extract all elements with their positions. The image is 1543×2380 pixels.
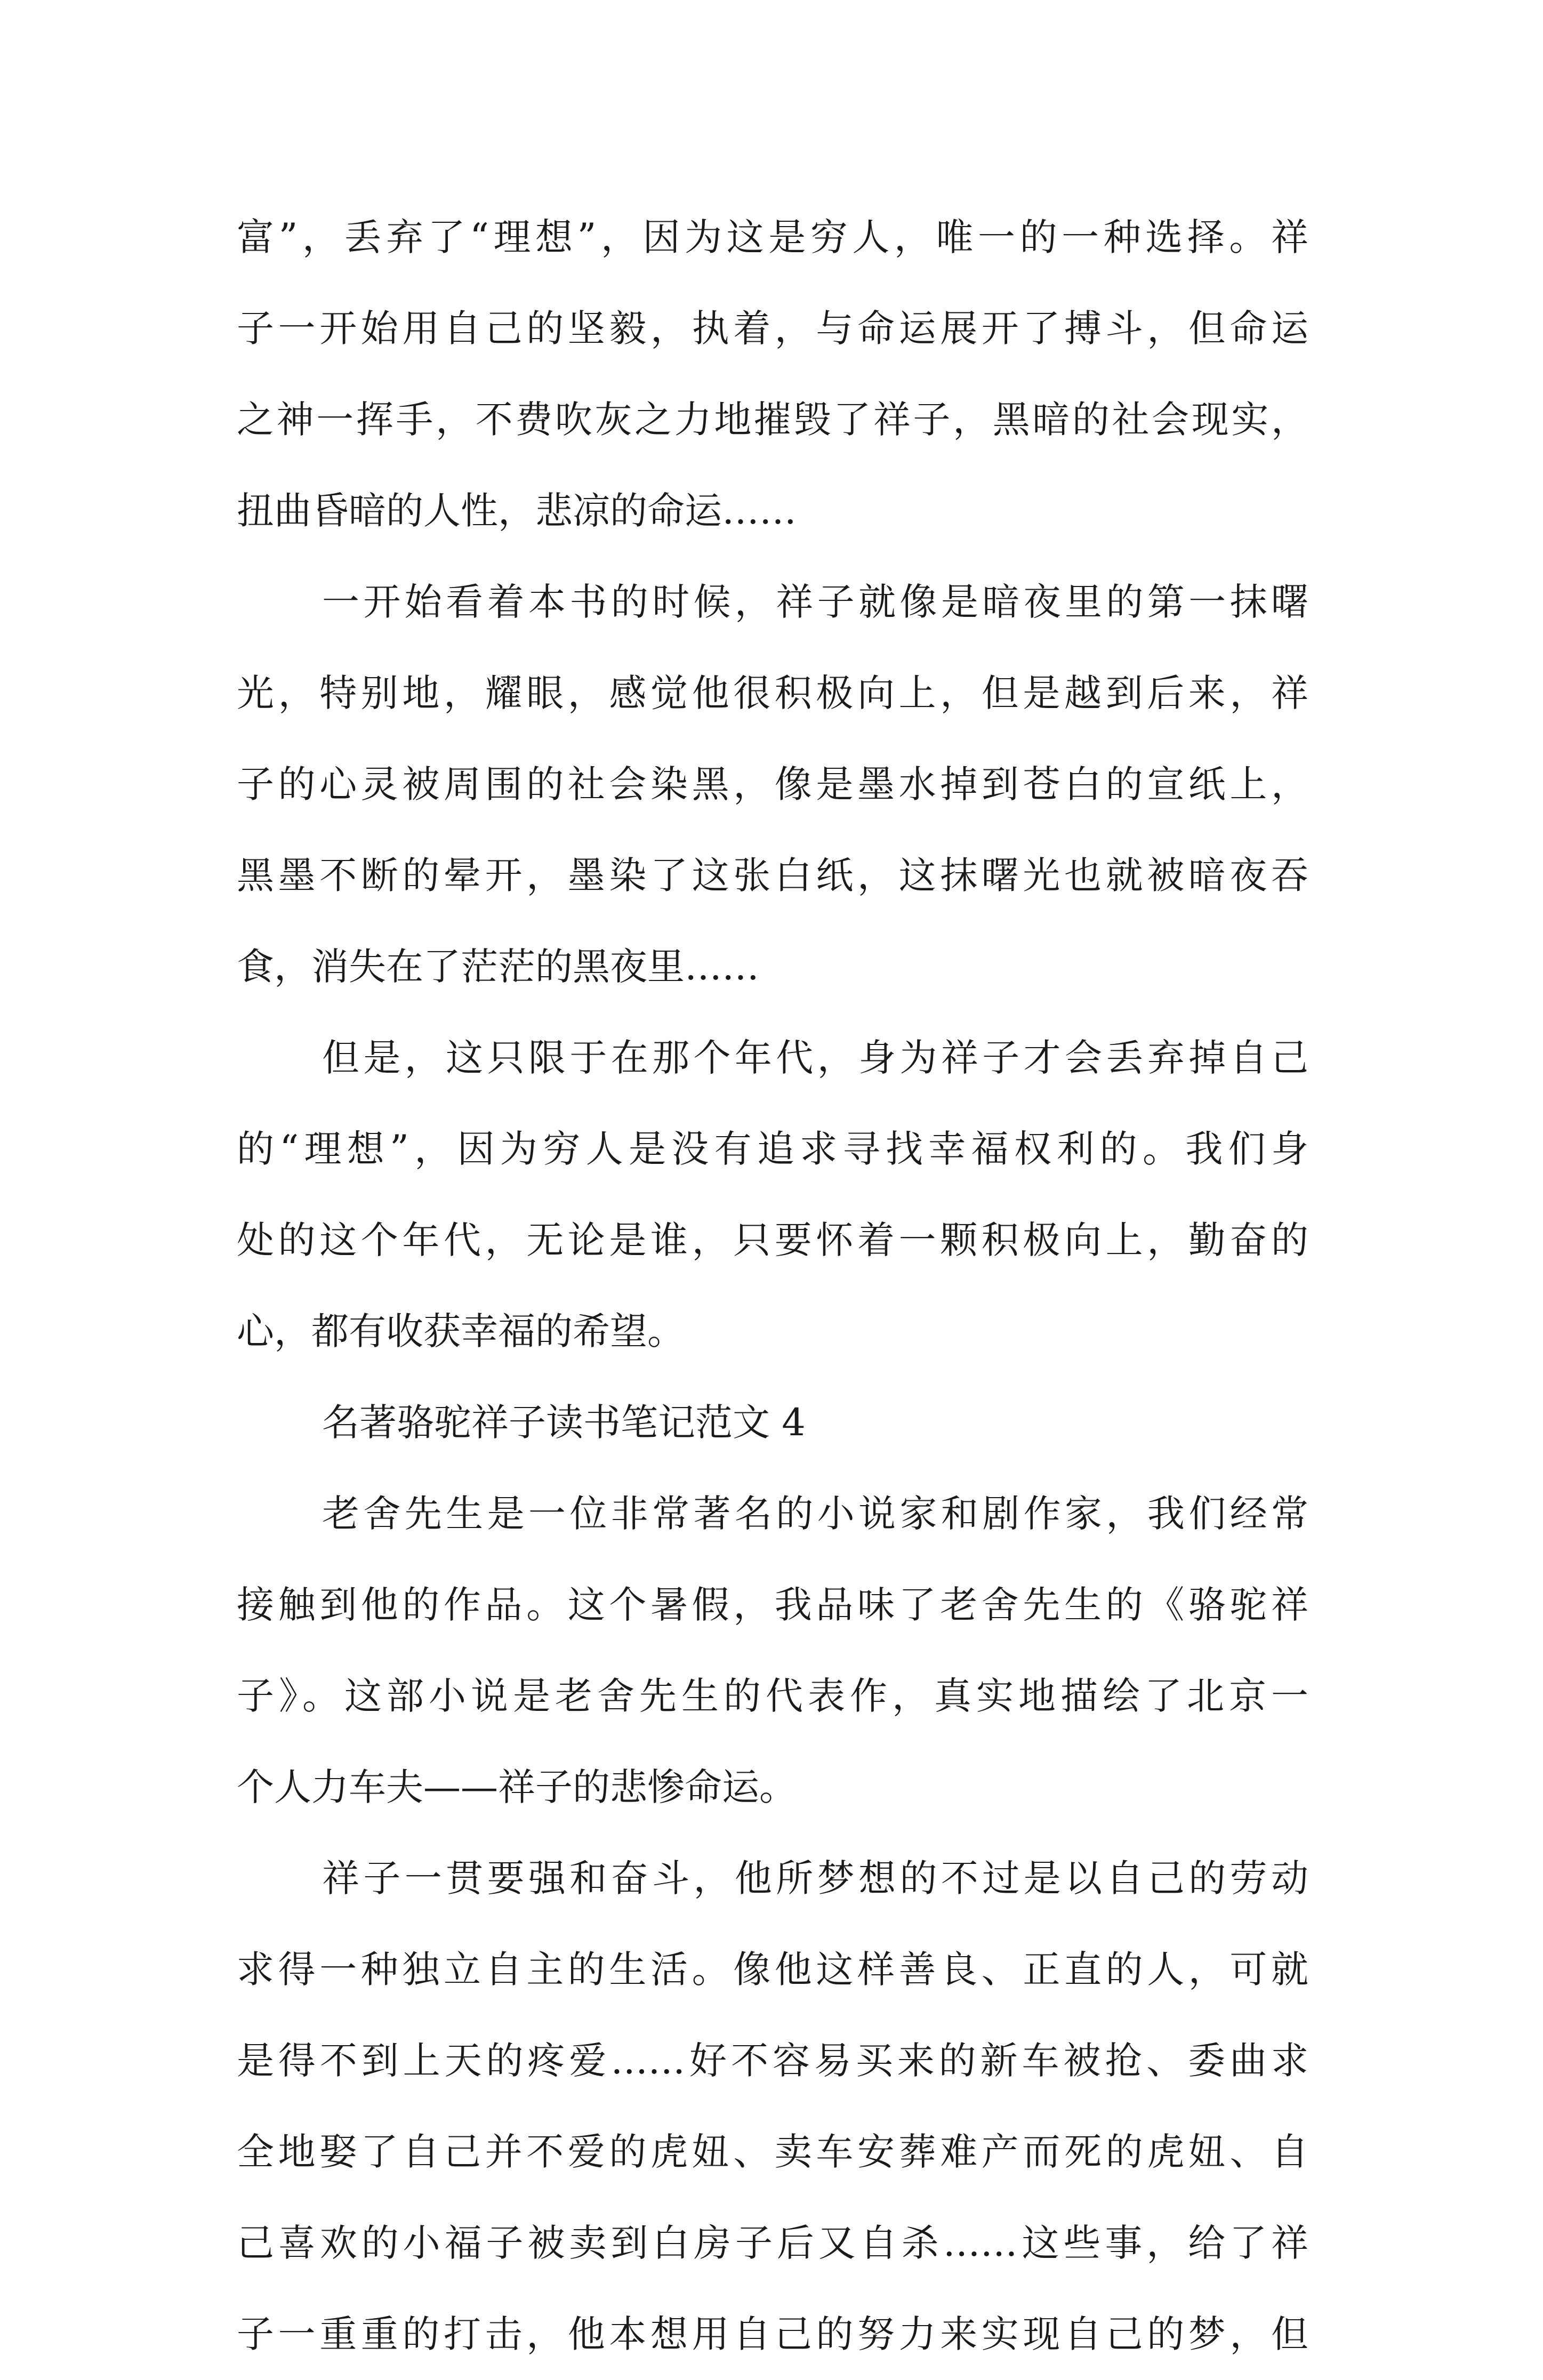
text-line: 处的这个年代，无论是谁，只要怀着一颗积极向上，勤奋的: [237, 1218, 1308, 1262]
text-line: 一开始看着本书的时候，祥子就像是暗夜里的第一抹曙: [322, 580, 1308, 624]
text-line: 老舍先生是一位非常著名的小说家和剧作家，我们经常: [322, 1492, 1308, 1535]
text-line: 子的心灵被周围的社会染黑，像是墨水掉到苍白的宣纸上，: [237, 762, 1308, 806]
text-line: 个人力车夫——祥子的悲惨命运。: [237, 1765, 797, 1809]
text-line: 是得不到上天的疼爱……好不容易买来的新车被抢、委曲求: [237, 2039, 1308, 2082]
section-heading: 名著骆驼祥子读书笔记范文 4: [322, 1401, 806, 1444]
text-line: 求得一种独立自主的生活。像他这样善良、正直的人，可就: [237, 1948, 1308, 1991]
text-line: 的“理想”，因为穷人是没有追求寻找幸福权利的。我们身: [237, 1127, 1308, 1171]
text-line: 己喜欢的小福子被卖到白房子后又自杀……这些事，给了祥: [237, 2221, 1308, 2265]
text-line: 心，都有收获幸福的希望。: [237, 1309, 685, 1353]
text-line: 祥子一贯要强和奋斗，他所梦想的不过是以自己的劳动: [322, 1856, 1308, 1900]
text-line: 黑墨不断的晕开，墨染了这张白纸，这抹曙光也就被暗夜吞: [237, 854, 1308, 897]
text-line: 扭曲昏暗的人性，悲凉的命运……: [237, 489, 797, 533]
text-line: 全地娶了自己并不爱的虎妞、卖车安葬难产而死的虎妞、自: [237, 2130, 1308, 2174]
text-line: 子》。这部小说是老舍先生的代表作，真实地描绘了北京一: [237, 1674, 1308, 1718]
body-text: [237, 192, 1308, 2380]
text-line: 接触到他的作品。这个暑假，我品味了老舍先生的《骆驼祥: [237, 1583, 1308, 1627]
text-line: 子一重重的打击，他本想用自己的努力来实现自己的梦，但: [237, 2312, 1308, 2356]
text-line: 子一开始用自己的坚毅，执着，与命运展开了搏斗，但命运: [237, 307, 1308, 350]
text-line: 食，消失在了茫茫的黑夜里……: [237, 945, 759, 988]
text-line: 之神一挥手，不费吹灰之力地摧毁了祥子，黑暗的社会现实，: [237, 398, 1308, 441]
text-line: 富”，丢弃了“理想”，因为这是穷人，唯一的一种选择。祥: [237, 215, 1308, 259]
text-line: 光，特别地，耀眼，感觉他很积极向上，但是越到后来，祥: [237, 671, 1308, 715]
text-line: 但是，这只限于在那个年代，身为祥子才会丢弃掉自己: [322, 1036, 1308, 1080]
